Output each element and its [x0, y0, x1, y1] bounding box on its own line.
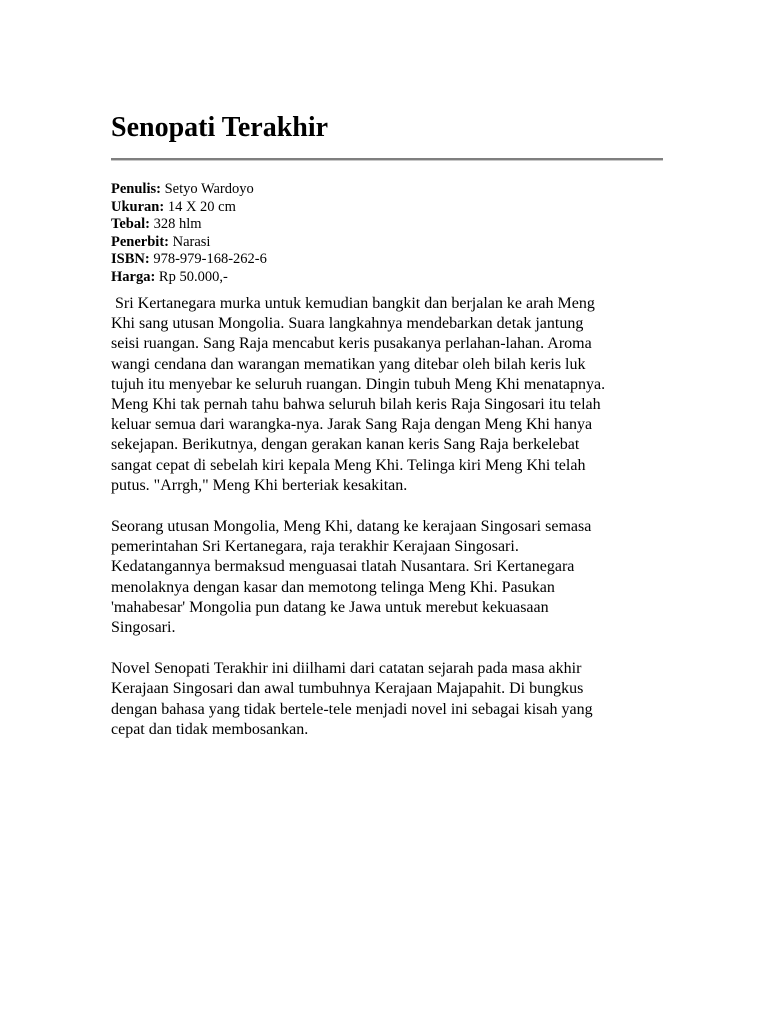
detail-label: Penulis:: [111, 181, 161, 197]
detail-label: Tebal:: [111, 216, 150, 233]
detail-value: 978-979-168-262-6: [153, 251, 267, 268]
text-line: Seorang utusan Mongolia, Meng Khi, datang ke kerajaan Singosari semasa: [111, 518, 592, 536]
detail-label: ISBN:: [111, 251, 150, 268]
text-line: pemerintahan Sri Kertanegara, raja terakhir Kerajaan Singosari.: [111, 538, 519, 556]
text-line: keluar semua dari warangka-nya. Jarak Sang Raja dengan Meng Khi hanya: [111, 416, 593, 434]
detail-row-isbn: [111, 251, 267, 269]
text-line: wangi cendana dan warangan mematikan yang ditebar oleh bilah keris luk: [111, 355, 586, 373]
page-title: Senopati Terakhir: [111, 112, 329, 143]
detail-row-pages: [111, 216, 267, 234]
text-line: dengan bahasa yang tidak bertele-tele menjadi novel ini sebagai kisah yang: [111, 700, 593, 718]
detail-value: 328 hlm: [153, 216, 202, 233]
paragraph-review: [111, 659, 663, 740]
detail-label: Harga:: [111, 268, 156, 285]
text-line: Sri Kertanegara murka untuk kemudian bangkit dan berjalan ke arah Meng: [111, 295, 595, 312]
detail-label: Penerbit:: [111, 233, 169, 250]
synopsis: [111, 294, 663, 761]
paragraph-excerpt: [111, 294, 663, 496]
detail-value: Narasi: [172, 233, 211, 250]
book-details: [111, 181, 267, 287]
detail-label: Ukuran:: [111, 198, 165, 215]
text-line: Meng Khi tak pernah tahu bahwa seluruh bilah keris Raja Singosari itu telah: [111, 396, 601, 414]
paragraph-summary: [111, 517, 663, 638]
horizontal-divider: [111, 158, 663, 161]
text-line: Novel Senopati Terakhir ini diilhami dari catatan sejarah pada masa akhir: [111, 660, 582, 678]
detail-value: Setyo Wardoyo: [164, 181, 254, 197]
text-line: putus. "Arrgh," Meng Khi berteriak kesakitan.: [111, 476, 408, 494]
text-line: cepat dan tidak membosankan.: [111, 720, 309, 738]
detail-value: 14 X 20 cm: [167, 198, 236, 215]
text-line: sangat cepat di sebelah kiri kepala Meng Khi. Telinga kiri Meng Khi telah: [111, 456, 586, 474]
detail-row-price: [111, 269, 267, 287]
detail-value: Rp 50.000,-: [158, 268, 228, 285]
text-line: Kedatangannya bermaksud menguasai tlatah Nusantara. Sri Kertanegara: [111, 558, 575, 576]
text-line: tujuh itu menyebar ke seluruh ruangan. Dingin tubuh Meng Khi menatapnya.: [111, 375, 606, 393]
detail-row-author: [111, 181, 267, 199]
text-line: Khi sang utusan Mongolia. Suara langkahnya mendebarkan detak jantung: [111, 315, 584, 333]
detail-row-size: [111, 199, 267, 217]
text-line: seisi ruangan. Sang Raja mencabut keris pusakanya perlahan-lahan. Aroma: [111, 335, 592, 353]
text-line: Kerajaan Singosari dan awal tumbuhnya Kerajaan Majapahit. Di bungkus: [111, 680, 584, 698]
text-line: 'mahabesar' Mongolia pun datang ke Jawa untuk merebut kekuasaan: [111, 598, 549, 616]
text-line: menolaknya dengan kasar dan memotong telinga Meng Khi. Pasukan: [111, 578, 555, 596]
detail-row-publisher: [111, 234, 267, 252]
text-line: sekejapan. Berikutnya, dengan gerakan kanan keris Sang Raja berkelebat: [111, 436, 580, 454]
text-line: Singosari.: [111, 619, 176, 637]
